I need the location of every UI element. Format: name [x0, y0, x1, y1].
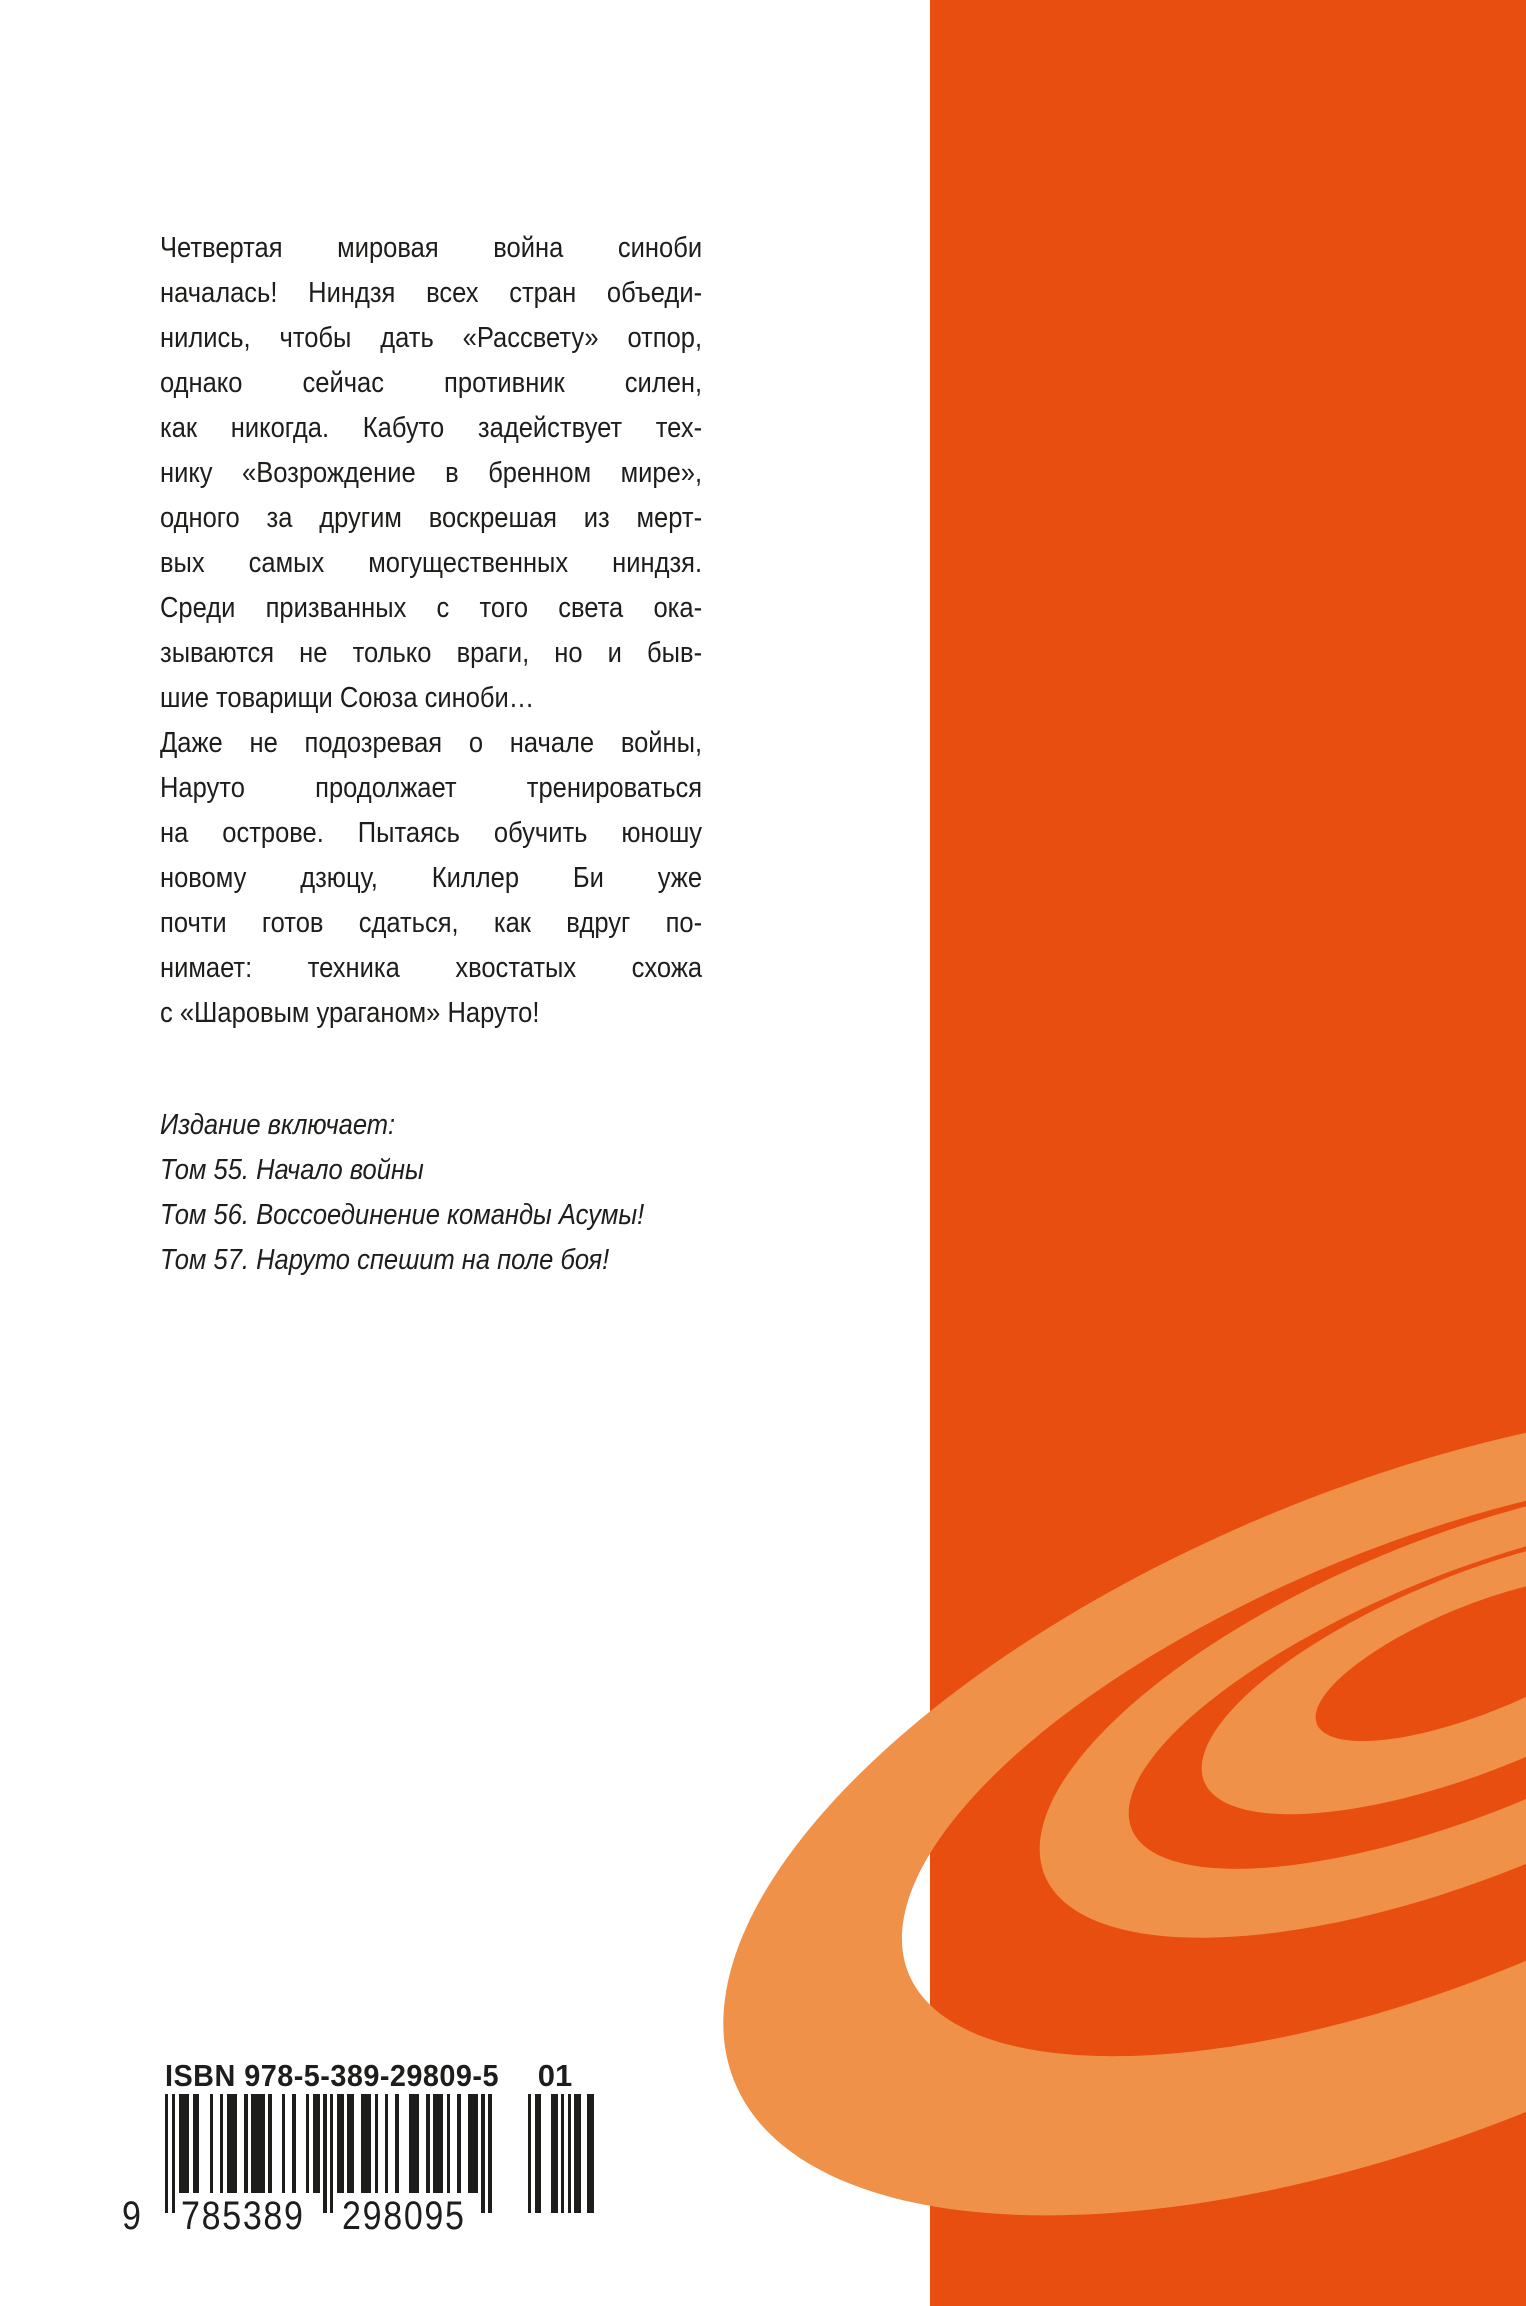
- synopsis-line: одного за другим воскрешая из мерт-: [160, 502, 703, 534]
- barcode-bar: [468, 2094, 478, 2193]
- barcode-gap: [450, 2094, 457, 2095]
- barcode-bar: [433, 2094, 443, 2193]
- barcode-bar: [375, 2094, 378, 2193]
- barcode-bar: [395, 2094, 398, 2193]
- synopsis-line: шие товарищи Союза синоби…: [160, 682, 535, 714]
- synopsis-line: нились, чтобы дать «Рассвету» отпор,: [160, 322, 703, 354]
- barcode-bar: [385, 2094, 388, 2193]
- synopsis-line: как никогда. Кабуто задействует тех-: [160, 412, 703, 444]
- barcode-bar: [268, 2094, 271, 2193]
- addon-barcode: [528, 2094, 594, 2213]
- barcode-bar: [481, 2094, 484, 2213]
- barcode-bar: [282, 2094, 285, 2193]
- synopsis-line: Даже не подозревая о начале войны,: [160, 727, 703, 759]
- barcode-bar: [292, 2094, 295, 2193]
- barcode-bar: [330, 2094, 333, 2213]
- barcode-digit-leading: 9: [122, 2194, 141, 2238]
- barcode-bar: [528, 2094, 531, 2213]
- synopsis-text: [160, 226, 702, 1036]
- barcode-gap: [285, 2094, 292, 2095]
- edition-list: [160, 1103, 702, 1283]
- barcode-gap: [296, 2094, 306, 2095]
- barcode-bar: [179, 2094, 189, 2193]
- barcode-bar: [347, 2094, 354, 2193]
- barcode-gap: [419, 2094, 426, 2095]
- barcode-digits-right-group: 298095: [342, 2194, 466, 2238]
- barcode-gap: [237, 2094, 244, 2095]
- edition-line: Том 56. Воссоединение команды Асумы!: [160, 1199, 645, 1231]
- barcode-bar: [306, 2094, 309, 2193]
- barcode-bar: [535, 2094, 542, 2213]
- barcode-bar: [457, 2094, 460, 2193]
- barcode-bar: [447, 2094, 450, 2193]
- barcode-bar: [193, 2094, 200, 2193]
- synopsis-line: почти готов сдаться, как вдруг по-: [160, 907, 703, 939]
- barcode-gap: [354, 2094, 361, 2095]
- barcode-gap: [541, 2094, 551, 2095]
- synopsis-line: новому дзюцу, Киллер Би уже: [160, 862, 703, 894]
- barcode-gap: [461, 2094, 468, 2095]
- edition-heading: Издание включает:: [160, 1109, 396, 1141]
- barcode-bar: [426, 2094, 429, 2193]
- barcode-bar: [251, 2094, 265, 2193]
- barcode-bar: [561, 2094, 564, 2213]
- synopsis-line: однако сейчас противник силен,: [160, 367, 703, 399]
- barcode-bar: [574, 2094, 581, 2213]
- edition-line: Том 57. Наруто спешит на поле боя!: [160, 1244, 610, 1276]
- barcode-bar: [313, 2094, 320, 2193]
- synopsis-line: нимает: техника хвостатых схожа: [160, 952, 703, 984]
- barcode-bar: [337, 2094, 344, 2193]
- barcode-addon-label: 01: [537, 2058, 573, 2093]
- barcode-bar: [172, 2094, 175, 2213]
- synopsis-line: на острове. Пытаясь обучить юношу: [160, 817, 703, 849]
- barcode-bar: [568, 2094, 571, 2213]
- synopsis-line: Наруто продолжает тренироваться: [160, 772, 703, 804]
- barcode-bar: [220, 2094, 223, 2193]
- synopsis-line: нику «Возрождение в бренном мире»,: [160, 457, 703, 489]
- barcode-bar: [165, 2094, 168, 2213]
- barcode-gap: [388, 2094, 395, 2095]
- barcode-gap: [199, 2094, 209, 2095]
- synopsis-line: началась! Ниндзя всех стран объеди-: [160, 277, 703, 309]
- synopsis-line: вых самых могущественных ниндзя.: [160, 547, 703, 579]
- edition-line: Том 55. Начало войны: [160, 1154, 424, 1186]
- barcode-gap: [581, 2094, 588, 2095]
- barcode-gap: [399, 2094, 409, 2095]
- barcode-gap: [378, 2094, 385, 2095]
- barcode-bar: [244, 2094, 247, 2193]
- synopsis-line: Четвертая мировая война синоби: [160, 232, 703, 264]
- barcode-bar: [409, 2094, 419, 2193]
- isbn-number: ISBN 978-5-389-29809-5: [165, 2058, 499, 2093]
- barcode-bar: [227, 2094, 237, 2193]
- barcode-gap: [213, 2094, 220, 2095]
- barcode-bar: [210, 2094, 213, 2193]
- synopsis-line: Среди призванных с того света ока-: [160, 592, 703, 624]
- orange-side-band: [930, 0, 1526, 2306]
- barcode-bar: [488, 2094, 491, 2213]
- barcode-bar: [323, 2094, 326, 2213]
- synopsis-line: зываются не только враги, но и быв-: [160, 637, 703, 669]
- barcode-gap: [272, 2094, 282, 2095]
- barcode-bar: [587, 2094, 594, 2213]
- barcode-bar: [361, 2094, 371, 2193]
- barcode-bar: [551, 2094, 558, 2213]
- barcode-digits-left-group: 785389: [181, 2194, 305, 2238]
- synopsis-line: с «Шаровым ураганом» Наруто!: [160, 997, 540, 1029]
